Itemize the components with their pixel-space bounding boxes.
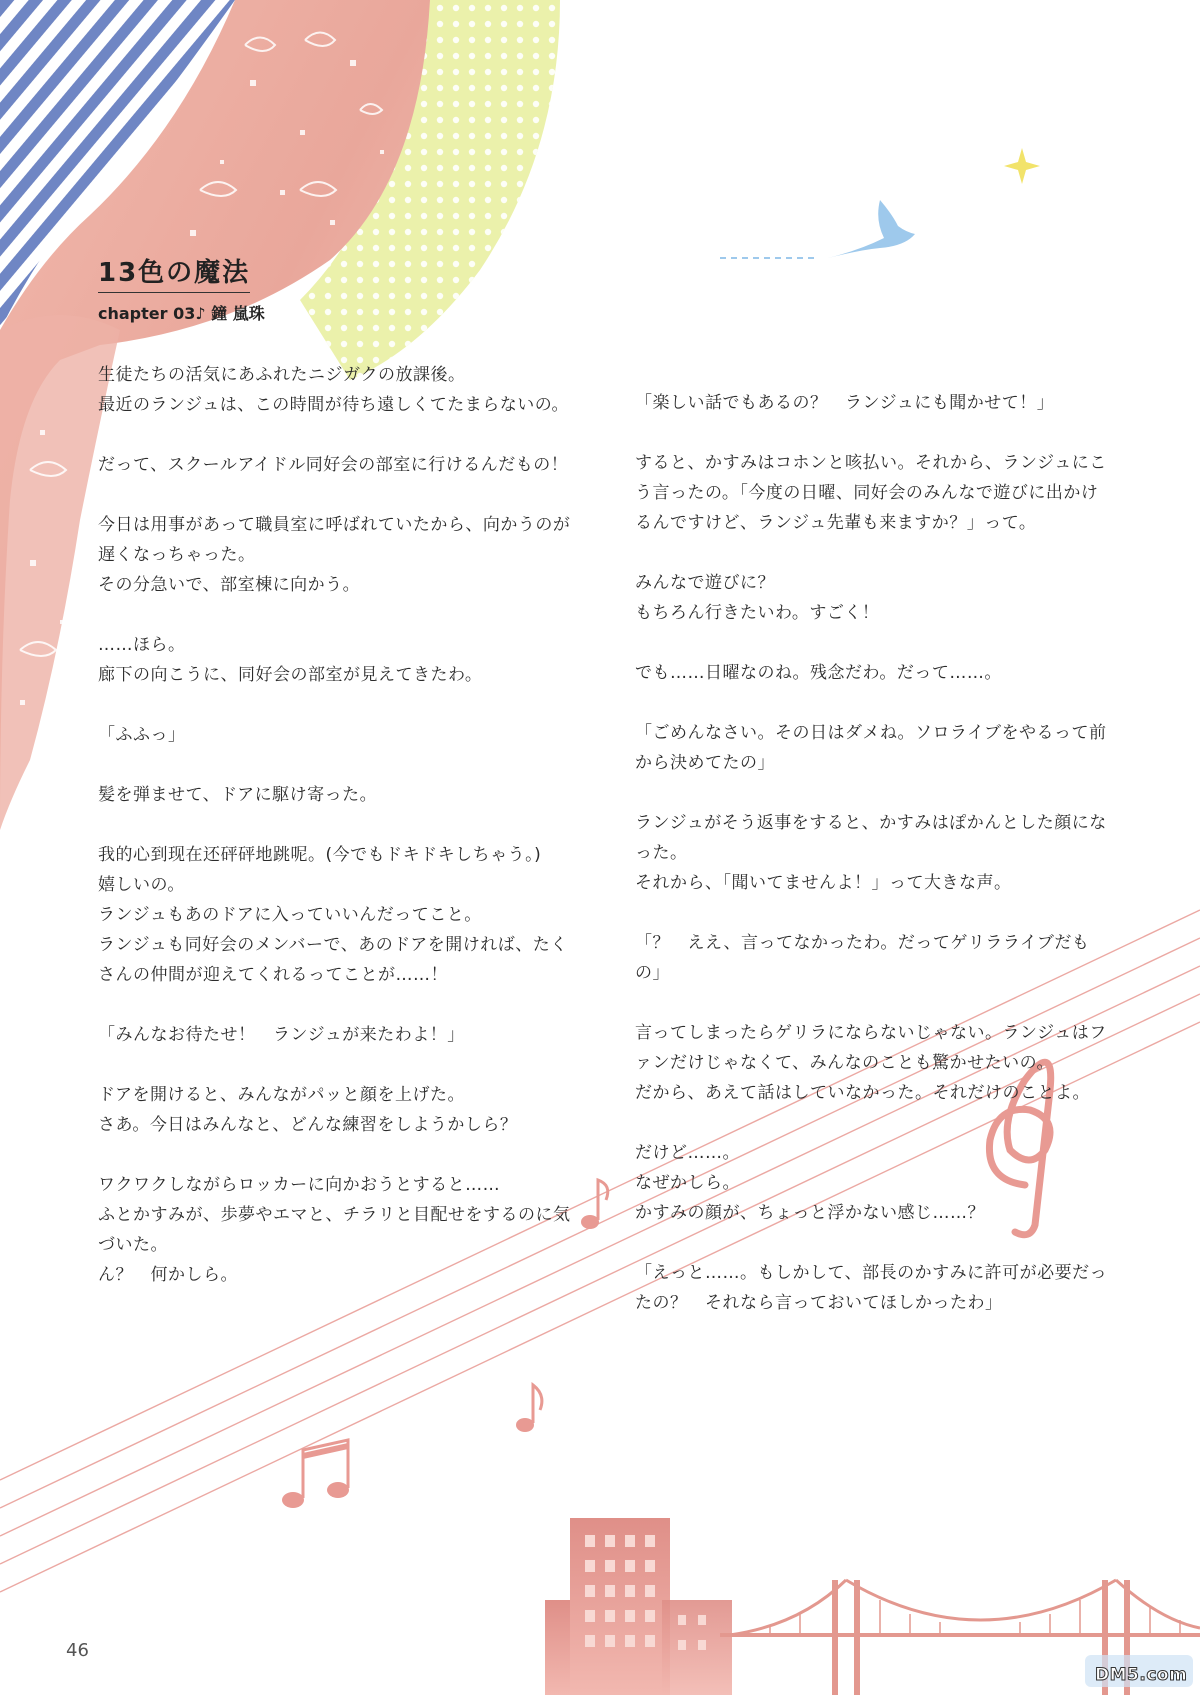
paragraph: 髪を弾ませて、ドアに駆け寄った。 [98, 785, 378, 805]
paragraph: 生徒たちの活気にあふれたニジガクの放課後。 最近のランジュは、この時間が待ち遠しくてたまらないの。 [98, 365, 570, 415]
paragraph: 言ってしまったらゲリラにならないじゃない。ランジュはファンだけじゃなくて、みんなのことも驚かせたいの。 だから、あえて話はしていなかった。それだけのことよ。 [635, 1023, 1107, 1103]
header [98, 252, 265, 324]
paragraph: みんなで遊びに？ もちろん行きたいわ。すごく！ [635, 573, 880, 623]
paragraph: 「？ ええ、言ってなかったわ。だってゲリラライブだもの」 [635, 933, 1090, 983]
paragraph: ……ほら。 廊下の向こうに、同好会の部室が見えてきたわ。 [98, 635, 483, 685]
paragraph: 「みんなお待たせ！ ランジュが来たわよ！」 [98, 1025, 465, 1045]
left-text-column [98, 360, 578, 1290]
paragraph: 「楽しい話でもあるの？ ランジュにも聞かせて！」 [635, 393, 1055, 413]
paragraph: 「えっと……。もしかして、部長のかすみに許可が必要だったの？ それなら言っておいてほしかったわ」 [635, 1263, 1108, 1313]
paragraph: ワクワクしながらロッカーに向かおうとすると…… ふとかすみが、歩夢やエマと、チラリと目配せをするのに気づいた。 ん？ 何かしら。 [98, 1175, 571, 1285]
paragraph: ランジュがそう返事をすると、かすみはぽかんとした顔になった。 それから、「聞いてませんよ！」って大きな声。 [635, 813, 1107, 893]
paragraph: だって、スクールアイドル同好会の部室に行けるんだもの！ [98, 455, 569, 475]
watermark-logo: DM5.com [1095, 1665, 1188, 1685]
paragraph: でも……日曜なのね。残念だわ。だって……。 [635, 663, 1002, 683]
bird-icon [720, 200, 915, 258]
paragraph: だけど……。 なぜかしら。 かすみの顔が、ちょっと浮かない感じ……？ [635, 1143, 985, 1223]
star-icon [1004, 148, 1040, 184]
paragraph: 「ごめんなさい。その日はダメね。ソロライブをやるって前から決めてたの」 [635, 723, 1107, 773]
page-number: 46 [66, 1640, 89, 1661]
paragraph: 今日は用事があって職員室に呼ばれていたから、向かうのが遅くなっちゃった。 その分急いで、部室棟に向かう。 [98, 515, 571, 595]
chapter-subtitle: chapter 03♪ 鐘 嵐珠 [98, 304, 265, 323]
city-buildings [545, 1518, 732, 1695]
paragraph: 「ふふっ」 [98, 725, 186, 745]
paragraph: ドアを開けると、みんながパッと顔を上げた。 さあ。今日はみんなと、どんな練習をしようかしら？ [98, 1085, 518, 1135]
paragraph: 我的心到现在还砰砰地跳呢。(今でもドキドキしちゃう。) 嬉しいの。 ランジュもあのドアに入っていいんだってこと。 ランジュも同好会のメンバーで、あのドアを開ければ、たくさんの仲間が迎えてくれるってことが……！ [98, 845, 568, 985]
right-text-column [635, 388, 1115, 1318]
page-title: 13色の魔法 [98, 252, 250, 293]
paragraph: すると、かすみはコホンと咳払い。それから、ランジュにこう言ったの。「今度の日曜、同好会のみんなで遊びに出かけるんですけど、ランジュ先輩も来ますか？」って。 [635, 453, 1107, 533]
